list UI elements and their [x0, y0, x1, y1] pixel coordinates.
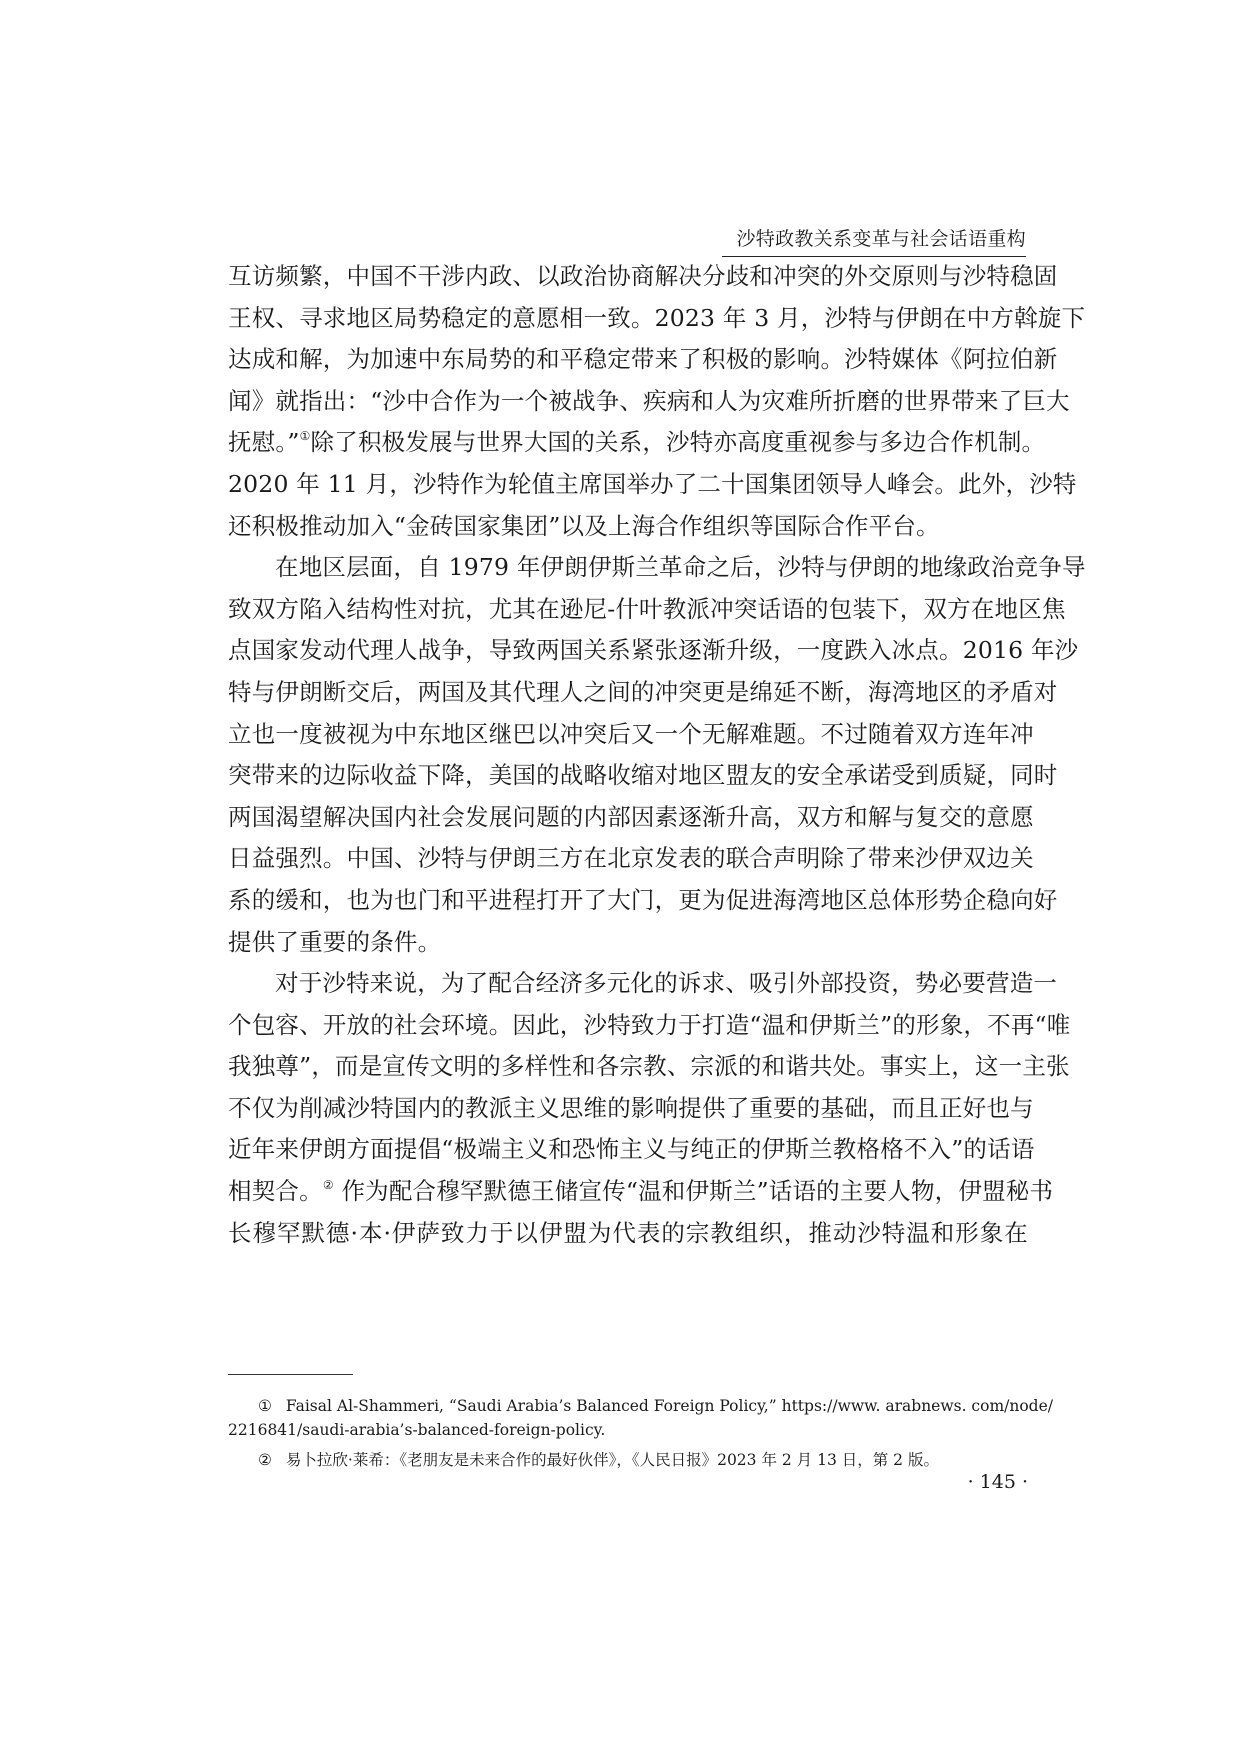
page-number: · 145 ·	[967, 1471, 1028, 1493]
text-segment: 除了积极发展与世界大国的关系，沙特亦高度重视参与多边合作机制。	[310, 428, 1046, 457]
text-line: 长穆罕默德·本·伊萨致力于以伊盟为代表的宗教组织，推动沙特温和形象在	[228, 1218, 1028, 1247]
text-line: 闻》就指出：“沙中合作为一个被战争、疾病和人为灾难所折磨的世界带来了巨大	[228, 386, 1070, 415]
footnote-ref-2[interactable]: ②	[322, 1178, 334, 1193]
footnote-marker: ①	[258, 1397, 272, 1415]
text-line: 王权、寻求地区局势稳定的意愿相一致。2023 年 3 月，沙特与伊朗在中方斡旋下	[228, 303, 1086, 332]
footnote-line	[228, 1394, 1053, 1418]
text-line: 近年来伊朗方面提倡“极端主义和恐怖主义与纯正的伊斯兰教格格不入”的话语	[228, 1135, 1035, 1164]
paragraph-2	[228, 547, 1086, 963]
text-line: 立也一度被视为中东地区继巴以冲突后又一个无解难题。不过随着双方连年冲	[228, 719, 1034, 748]
text-line	[228, 422, 1046, 464]
text-line: 系的缓和，也为也门和平进程打开了大门，更为促进海湾地区总体形势企稳向好	[228, 885, 1058, 914]
footnote-marker: ②	[258, 1451, 272, 1469]
text-line: 对于沙特来说，为了配合经济多元化的诉求、吸引外部投资，势必要营造一	[275, 969, 1058, 998]
text-segment: 作为配合穆罕默德王储宣传“温和伊斯兰”话语的主要人物，伊盟秘书	[333, 1177, 1054, 1206]
text-line: 互访频繁，中国不干涉内政、以政治协商解决分歧和冲突的外交原则与沙特稳固	[228, 262, 1058, 290]
body-text	[228, 256, 1086, 1254]
footnote-text: Faisal Al-Shammeri, “Saudi Arabia’s Balanced Foreign Policy,” https://www. arabnews. com/node/	[285, 1397, 1053, 1415]
paragraph-1	[228, 256, 1086, 547]
text-line: 特与伊朗断交后，两国及其代理人之间的冲突更是绵延不断，海湾地区的矛盾对	[228, 677, 1058, 706]
footnote-divider	[228, 1374, 353, 1375]
text-segment: 相契合。	[228, 1177, 323, 1206]
text-line: 个包容、开放的社会环境。因此，沙特致力于打造“温和伊斯兰”的形象，不再“唯	[228, 1010, 1071, 1039]
text-segment: 抚慰。”	[228, 428, 300, 457]
footnote-ref-1[interactable]: ①	[299, 429, 311, 444]
text-line: 我独尊”，而是宣传文明的多样性和各宗教、宗派的和谐共处。事实上，这一主张	[228, 1052, 1070, 1081]
text-line: 两国渴望解决国内社会发展问题的内部因素逐渐升高，双方和解与复交的意愿	[228, 802, 1034, 831]
paragraph-3	[228, 963, 1071, 1254]
text-line	[228, 1171, 1054, 1213]
text-line: 还积极推动加入“金砖国家集团”以及上海合作组织等国际合作平台。	[228, 511, 940, 540]
footnote-line: 2216841/saudi-arabia’s-balanced-foreign-policy.	[228, 1421, 606, 1439]
footnote-text: 易卜拉欣·莱希：《老朋友是未来合作的最好伙伴》，《人民日报》2023 年 2 月 13 日，第 2 版。	[285, 1451, 939, 1469]
text-line: 日益强烈。中国、沙特与伊朗三方在北京发表的联合声明除了带来沙伊双边关	[228, 844, 1034, 873]
footnote-1	[228, 1394, 1053, 1442]
text-line: 不仅为削减沙特国内的教派主义思维的影响提供了重要的基础，而且正好也与	[228, 1093, 1034, 1122]
running-header-title: 沙特政教关系变革与社会话语重构	[722, 226, 1026, 257]
text-line: 在地区层面，自 1979 年伊朗伊斯兰革命之后，沙特与伊朗的地缘政治竞争导	[275, 553, 1086, 582]
text-line: 致双方陷入结构性对抗，尤其在逊尼-什叶教派冲突话语的包装下，双方在地区焦	[228, 594, 1066, 623]
footnote-line	[228, 1448, 1028, 1472]
text-line: 2020 年 11 月，沙特作为轮值主席国举办了二十国集团领导人峰会。此外，沙特	[228, 469, 1077, 498]
text-line: 达成和解，为加速中东局势的和平稳定带来了积极的影响。沙特媒体《阿拉伯新	[228, 345, 1058, 374]
footnotes	[228, 1394, 1053, 1478]
text-line: 提供了重要的条件。	[228, 927, 442, 956]
text-line: 突带来的边际收益下降，美国的战略收缩对地区盟友的安全承诺受到质疑，同时	[228, 761, 1058, 790]
footnote-2	[228, 1448, 1028, 1472]
text-line: 点国家发动代理人战争，导致两国关系紧张逐渐升级，一度跌入冰点。2016 年沙	[228, 636, 1079, 665]
